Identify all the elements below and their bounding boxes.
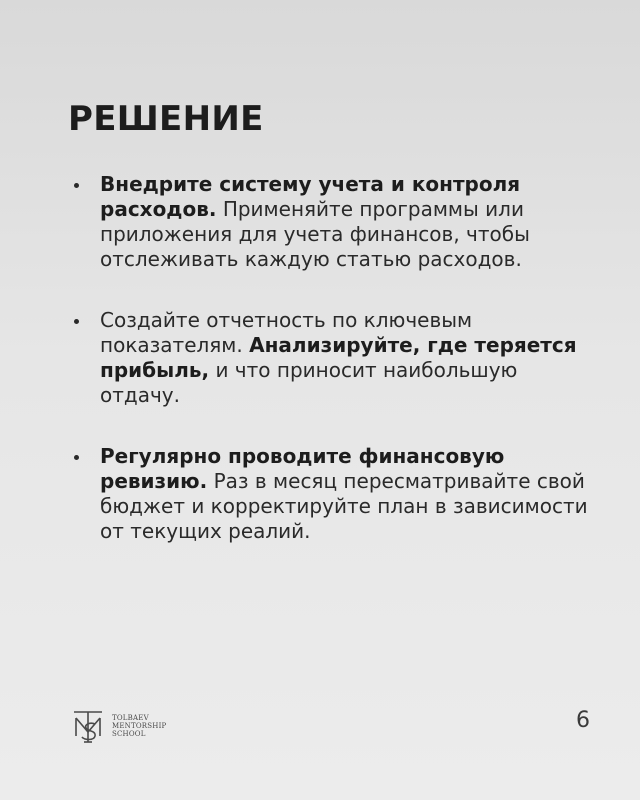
logo-line: TOLBAEV — [112, 714, 149, 722]
bullet-dot-icon — [74, 455, 79, 460]
bullet-text: Раз в месяц пересматривайте свой бюджет и корректируйте план в зависимости от текущих реалий. — [100, 469, 588, 543]
bullet-bold-lead: Регулярно проводите финансовую ревизию. — [100, 444, 505, 493]
solution-list — [68, 172, 588, 580]
list-item — [68, 308, 588, 408]
logo-wordmark — [112, 714, 166, 738]
logo-line: MENTORSHIP — [112, 722, 167, 730]
list-item — [68, 172, 588, 272]
page-number: 6 — [576, 708, 590, 733]
bullet-text: Применяйте программы или приложения для учета финансов, чтобы отслеживать каждую статью расходов. — [100, 197, 530, 271]
page-title: РЕШЕНИЕ — [68, 99, 264, 139]
list-item — [68, 444, 588, 544]
bullet-dot-icon — [74, 183, 79, 188]
bullet-dot-icon — [74, 319, 79, 324]
bullet-bold-lead: Внедрите систему учета и контроля расходов. — [100, 172, 521, 221]
bullet-text: и что приносит наибольшую отдачу. — [100, 358, 518, 407]
monogram-logo-icon — [70, 706, 106, 746]
school-logo — [70, 706, 166, 746]
logo-line: SCHOOL — [112, 730, 146, 738]
bullet-bold-mid: Анализируйте, где теряется прибыль, — [100, 333, 577, 382]
bullet-text: Создайте отчетность по ключевым показателям. — [100, 308, 473, 357]
